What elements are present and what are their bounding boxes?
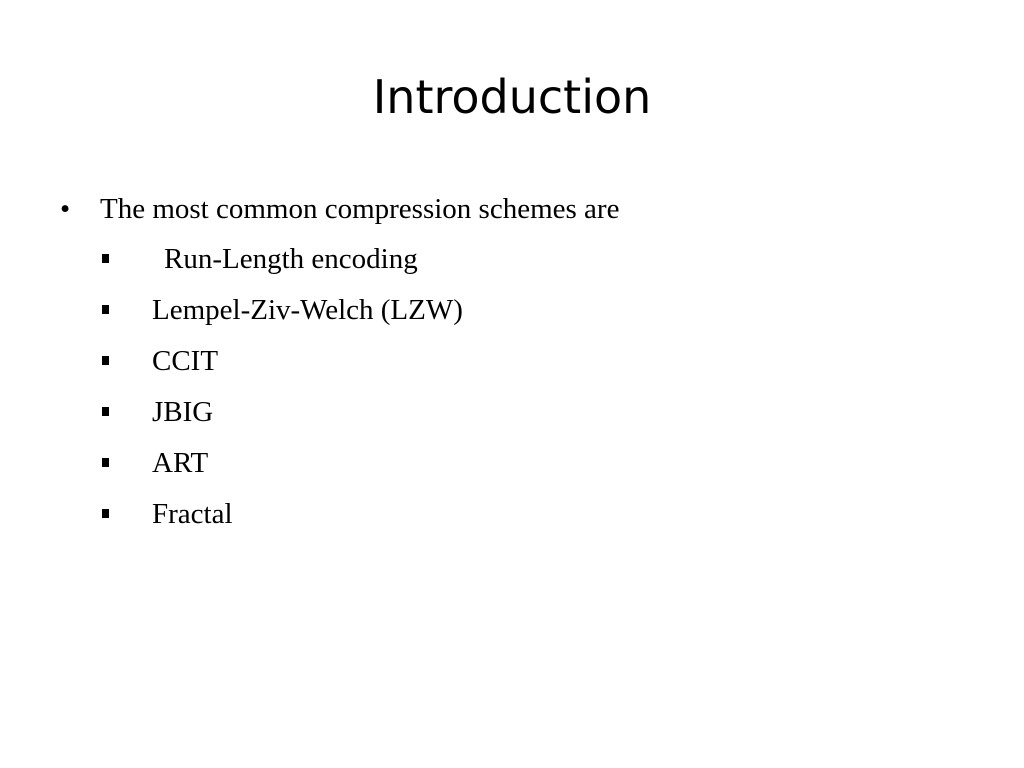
main-bullet-text: The most common compression schemes are	[100, 193, 620, 225]
list-item-text: Fractal	[152, 498, 233, 530]
square-bullet-icon	[102, 509, 109, 518]
list-item-text: ART	[152, 447, 209, 479]
list-item-text: Run-Length encoding	[164, 243, 418, 275]
list-item-text: Lempel-Ziv-Welch (LZW)	[152, 294, 463, 326]
list-item-text: JBIG	[152, 396, 214, 428]
square-bullet-icon	[102, 254, 109, 263]
slide-title: Introduction	[372, 70, 652, 124]
square-bullet-icon	[102, 407, 109, 416]
list-item-text: CCIT	[152, 345, 219, 377]
square-bullet-icon	[102, 458, 109, 467]
square-bullet-icon	[102, 356, 109, 365]
square-bullet-icon	[102, 305, 109, 314]
bullet-dot-icon: •	[60, 193, 71, 225]
